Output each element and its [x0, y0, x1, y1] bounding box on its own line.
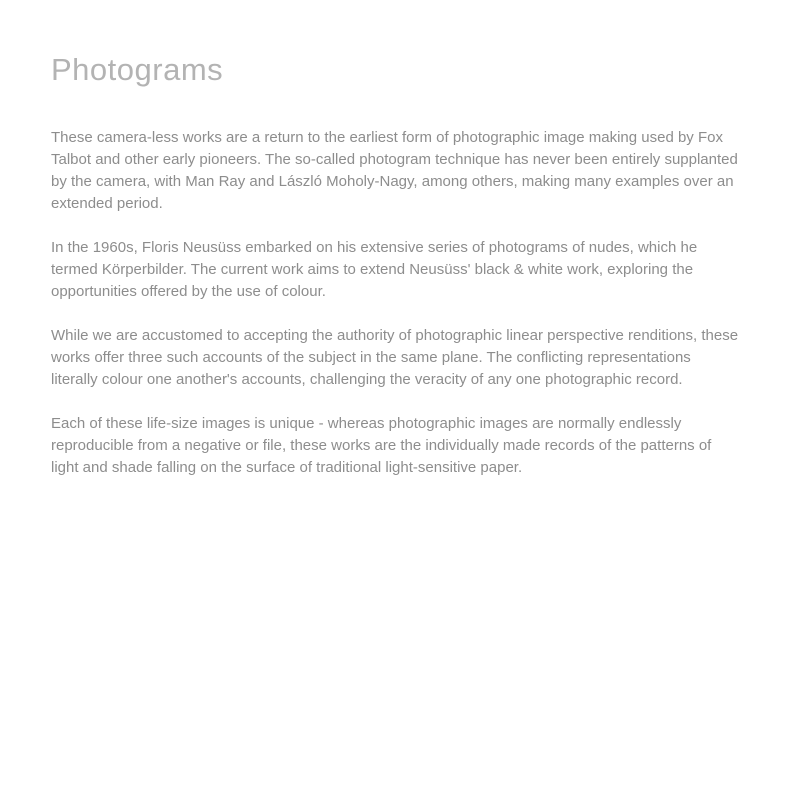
paragraph-perspective: While we are accustomed to accepting the authority of photographic linear perspective renditions, these works offer three such accounts of the subject in the same plane. The conflicting representations literally colour one another's accounts, challenging the veracity of any one photographic record.: [51, 327, 739, 388]
paragraph-intro: These camera-less works are a return to the earliest form of photographic image making used by Fox Talbot and other early pioneers. The so-called photogram technique has never been entirely supplanted by the camera, with Man Ray and László Moholy-Nagy, among others, making many examples over an extended period.: [51, 129, 738, 212]
paragraph-uniqueness: Each of these life-size images is unique - whereas photographic images are normally endlessly reproducible from a negative or file, these works are the individually made records of the patterns of light and shade falling on the surface of traditional light-sensitive paper.: [51, 415, 712, 476]
paragraph-neususs: In the 1960s, Floris Neusüss embarked on his extensive series of photograms of nudes, which he termed Körperbilder. The current work aims to extend Neusüss' black & white work, exploring the opportunities offered by the use of colour.: [51, 239, 698, 300]
page-title: Photograms: [51, 52, 224, 87]
article-body: [51, 127, 739, 479]
